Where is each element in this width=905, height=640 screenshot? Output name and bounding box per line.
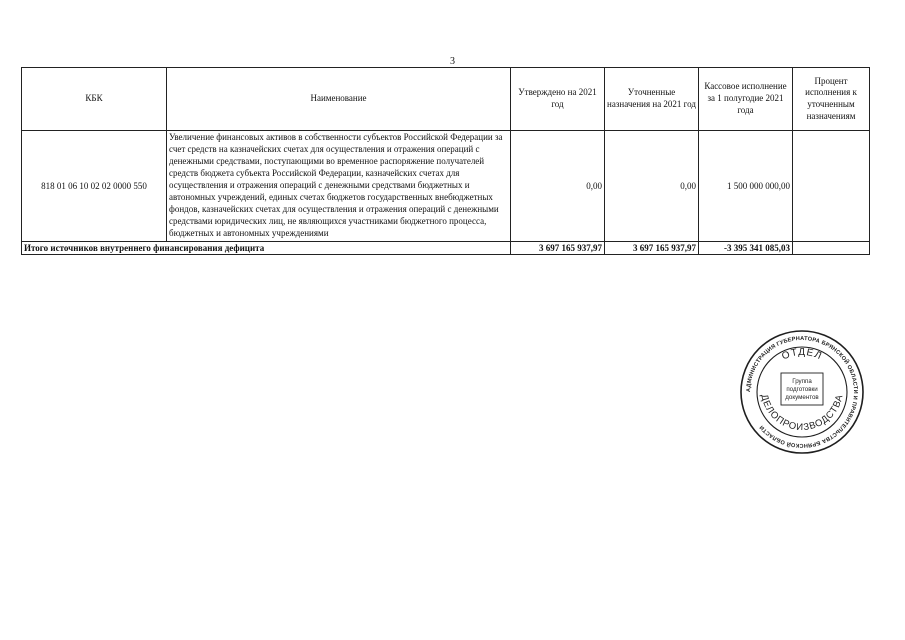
cell-updated: 0,00 <box>605 131 699 242</box>
cell-cash: 1 500 000 000,00 <box>699 131 793 242</box>
table-row <box>22 131 870 242</box>
table-header-row <box>22 68 870 131</box>
budget-table <box>21 67 870 255</box>
stamp-outer-text: АДМИНИСТРАЦИЯ ГУБЕРНАТОРА БРЯНСКОЙ ОБЛАСТИ И ПРАВИТЕЛЬСТВА БРЯНСКОЙ ОБЛАСТИ <box>745 335 859 449</box>
total-updated: 3 697 165 937,97 <box>605 241 699 254</box>
cell-percent <box>793 131 870 242</box>
page-number: 3 <box>450 56 455 67</box>
cell-approved: 0,00 <box>511 131 605 242</box>
total-percent <box>793 241 870 254</box>
header-percent: Процент исполнения к уточненным назначениям <box>793 68 870 131</box>
cell-kbk: 818 01 06 10 02 02 0000 550 <box>22 131 167 242</box>
total-cash: -3 395 341 085,03 <box>699 241 793 254</box>
department-stamp <box>737 327 867 457</box>
stamp-center-line-1: Группа <box>792 378 812 385</box>
header-updated: Уточненные назначения на 2021 год <box>605 68 699 131</box>
header-approved: Утверждено на 2021 год <box>511 68 605 131</box>
header-cash: Кассовое исполнение за 1 полугодие 2021 года <box>699 68 793 131</box>
header-kbk: КБК <box>22 68 167 131</box>
total-row <box>22 241 870 254</box>
total-label: Итого источников внутреннего финансирования дефицита <box>22 241 511 254</box>
header-name: Наименование <box>167 68 511 131</box>
stamp-arc-top: ОТДЕЛ <box>780 346 824 363</box>
stamp-center-line-3: документов <box>785 394 819 401</box>
cell-name: Увеличение финансовых активов в собственности субъектов Российской Федерации за счет средств на казначейских счетах для осуществления и отражения операций с денежными средствами, поступающими во временное распоряжение получателей средств бюджета субъекта Российской Федерации, казначейских счетах для осуществления и отражения операций с денежными средствами бюджетных и автономных учреждений, единых счетах бюджетов государственных внебюджетных фондов, казначейских счетах для осуществления и отражения операций с денежными средствами юридических лиц, не являющихся участниками бюджетного процесса, бюджетных и автономных учреждениями <box>167 131 511 242</box>
total-approved: 3 697 165 937,97 <box>511 241 605 254</box>
stamp-center-line-2: подготовки <box>786 386 818 393</box>
stamp-arc-bottom: ДЕЛОПРОИЗВОДСТВА <box>758 393 846 434</box>
